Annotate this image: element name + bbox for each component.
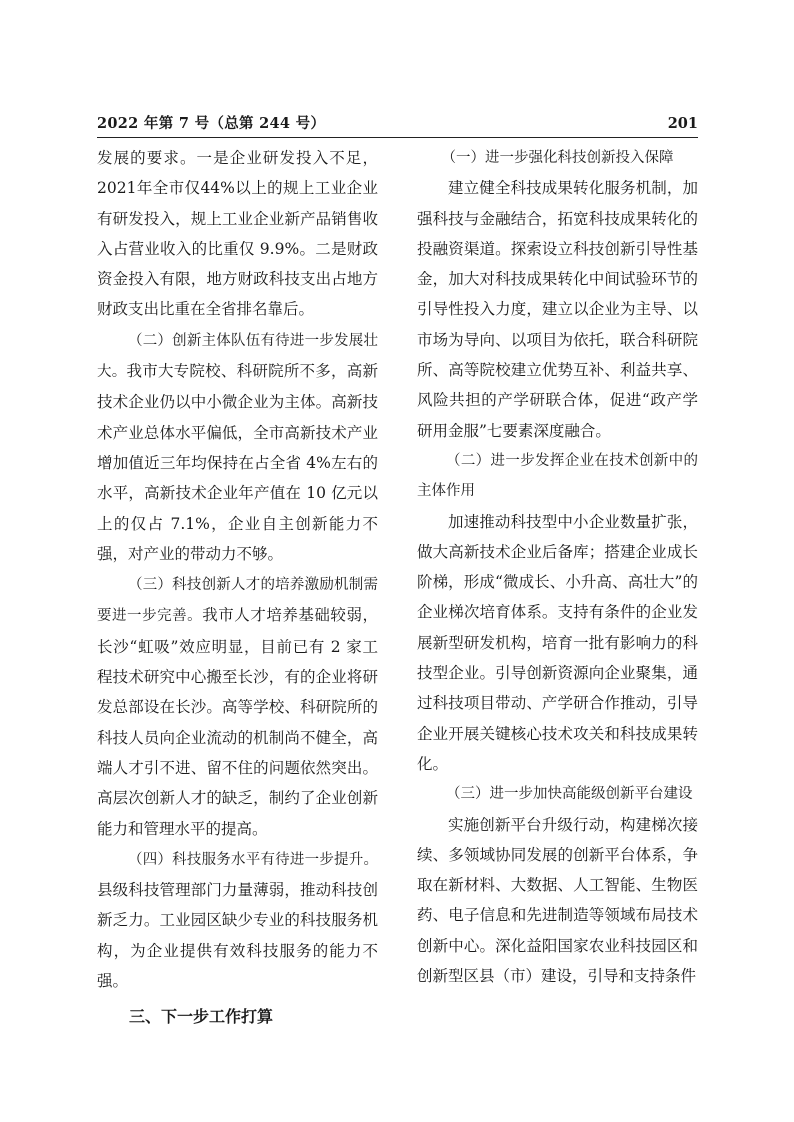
paragraph-innovation-subjects-body: 我市大专院校、科研院所不多，高新技术企业仍以中小微企业为主体。高新技术产业总体水平偏低，全市高新技术产业增加值近三年均保持在占全省 4%左右的水平，高新技术企业年产值在 10 亿元以上的仅占 7.1%，企业自主创新能力不强，对产业的带动力不够。: [97, 362, 378, 563]
right-column: [417, 143, 698, 991]
header-divider: [97, 137, 698, 138]
paragraph-investment: 发展的要求。一是企业研发投入不足，2021年全市仅44%以上的规上工业企业有研发投入，规上工业企业新产品销售收入占营业收入的比重仅 9.9%。二是财政资金投入有限，地方财政科技支出占地方财政支出比重在全省排名靠后。: [97, 149, 378, 319]
paragraph-talent-body: 我市人才培养基础较弱，长沙“虹吸”效应明显，目前已有 2 家工程技术研究中心搬至长沙，有的企业将研发总部设在长沙。高等学校、科研院所的科技人员向企业流动的机制尚不健全，高端人才引不进、留不住的问题依然突出。高层次创新人才的缺乏，制约了企业创新能力和管理水平的提高。: [97, 606, 378, 838]
paragraph-investment-guarantee: 建立健全科技成果转化服务机制，加强科技与金融结合，拓宽科技成果转化的投融资渠道。探索设立科技创新引导性基金，加大对科技成果转化中间试验环节的引导性投入力度，建立以企业为主导、以市场为导向、以项目为依托，联合科研院所、高等院校建立优势互补、利益共享、风险共担的产学研联合体，促进“政产学研用金服”七要素深度融合。: [417, 179, 698, 440]
page-header: [97, 114, 698, 136]
subheading-innovation-subjects: （二）创新主体队伍有待进一步发展壮大。: [97, 332, 378, 381]
paragraph-platforms: 实施创新平台升级行动，构建梯次接续、多领域协同发展的创新平台体系，争取在新材料、大数据、人工智能、生物医药、电子信息和先进制造等领域布局技术创新中心。深化益阳国家农业科技园区和创新型区县（市）建设，引导和支持条件: [417, 815, 698, 986]
issue-label: 2022 年第 7 号（总第 244 号）: [97, 115, 326, 132]
subheading-platforms: （三）进一步加快高能级创新平台建设: [446, 786, 693, 803]
section-heading-next-steps: 三、下一步工作打算: [129, 1007, 274, 1027]
paragraph-enterprise-role: 加速推动科技型中小企业数量扩张，做大高新技术企业后备库；搭建企业成长阶梯，形成“微成长、小升高、高壮大”的企业梯次培育体系。支持有条件的企业发展新型研发机构，培育一批有影响力的科技型企业。引导创新资源向企业聚集，通过科技项目带动、产学研合作推动，引导企业开展关键核心技术攻关和科技成果转化。: [417, 512, 698, 773]
subheading-investment-guarantee: （一）进一步强化科技创新投入保障: [441, 150, 674, 166]
paragraph-innovation-subjects: [97, 325, 378, 569]
paragraph-services-body: 县级科技管理部门力量薄弱，推动科技创新乏力。工业园区缺少专业的科技服务机构，为企业提供有效科技服务的能力不强。: [97, 881, 378, 991]
page-number: 201: [667, 115, 698, 132]
subheading-enterprise-role: （二）进一步发挥企业在技术创新中的主体作用: [417, 452, 698, 500]
paragraph-talent: [97, 569, 378, 844]
paragraph-services: [97, 844, 378, 996]
subheading-services: （四）科技服务水平有待进一步提升。: [128, 851, 378, 868]
left-column: [97, 143, 378, 1033]
subheading-talent: （三）科技创新人才的培养激励机制需要进一步完善。: [97, 577, 378, 625]
